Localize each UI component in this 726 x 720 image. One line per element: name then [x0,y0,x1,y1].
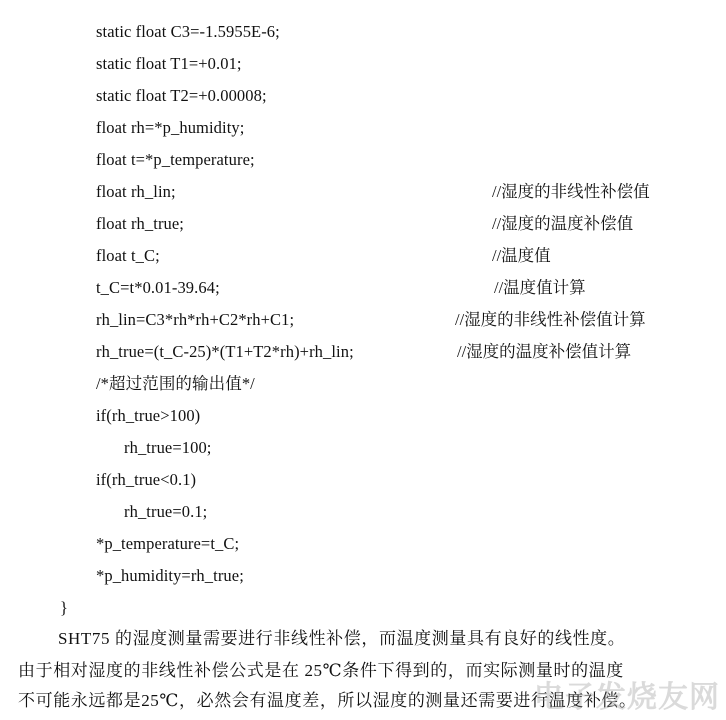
paragraph-line-2: 由于相对湿度的非线性补偿公式是在 25℃条件下得到的，而实际测量时的温度 [18,661,624,680]
comment-rh-true: //湿度的温度补偿值 [492,214,634,233]
code-line-set-01: rh_true=0.1; [124,502,208,521]
comment-rh-lin-calc: //湿度的非线性补偿值计算 [455,310,646,329]
paragraph-line-3: 不可能永远都是25℃，必然会有温度差，所以湿度的测量还需要进行温度补偿。 [18,691,637,710]
code-line-if-under: if(rh_true<0.1) [96,470,197,489]
code-line-close-brace: } [60,598,69,617]
code-line-assign-temp: *p_temperature=t_C; [96,534,240,553]
code-line-c3: static float C3=-1.5955E-6; [96,22,280,41]
code-line-assign-hum: *p_humidity=rh_true; [96,566,244,585]
comment-tc-calc: //温度值计算 [494,278,586,297]
code-line-rh-lin-decl: float rh_lin; [96,182,176,201]
code-line-t2: static float T2=+0.00008; [96,86,267,105]
code-line-set-100: rh_true=100; [124,438,212,457]
paragraph-line-1: SHT75 的湿度测量需要进行非线性补偿，而温度测量具有良好的线性度。 [58,629,626,648]
code-line-range-comment: /*超过范围的输出值*/ [96,374,255,393]
site-watermark: 电子发烧友网 [534,680,720,715]
code-line-t1: static float T1=+0.01; [96,54,242,73]
code-line-rh-true-decl: float rh_true; [96,214,184,233]
code-line-tc-calc: t_C=t*0.01-39.64; [96,278,220,297]
comment-rh-lin: //湿度的非线性补偿值 [492,182,650,201]
code-line-if-over: if(rh_true>100) [96,406,201,425]
code-line-tc-decl: float t_C; [96,246,160,265]
code-line-rh: float rh=*p_humidity; [96,118,245,137]
code-line-rh-lin-calc: rh_lin=C3*rh*rh+C2*rh+C1; [96,310,295,329]
code-line-rh-true-calc: rh_true=(t_C-25)*(T1+T2*rh)+rh_lin; [96,342,354,361]
comment-rh-true-calc: //湿度的温度补偿值计算 [457,342,632,361]
comment-tc: //温度值 [492,246,551,265]
code-line-t: float t=*p_temperature; [96,150,255,169]
